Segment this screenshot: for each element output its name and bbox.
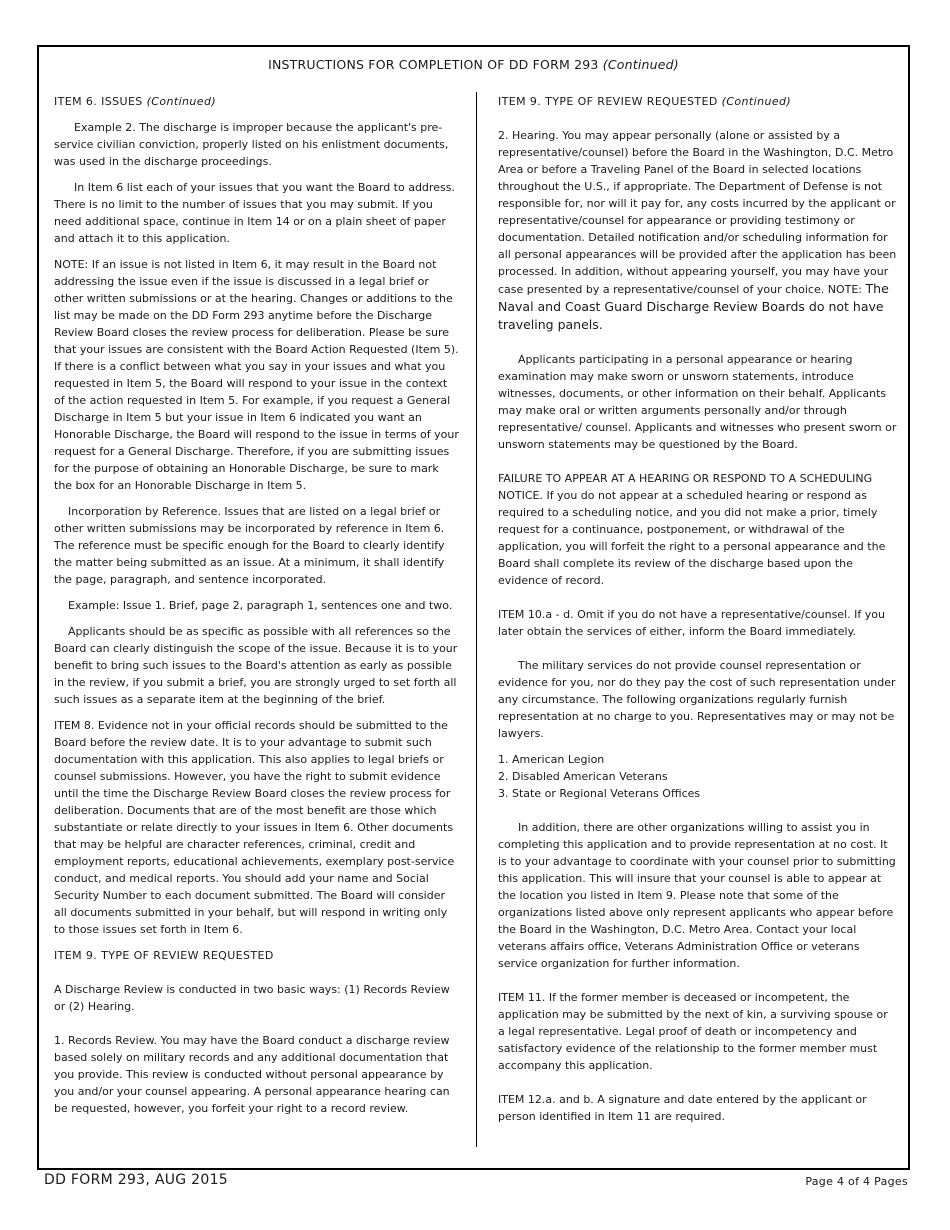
item6-heading	[54, 93, 460, 110]
form-identifier: DD FORM 293, AUG 2015	[44, 1172, 229, 1188]
form-page-frame	[37, 45, 910, 1170]
page-title-text: INSTRUCTIONS FOR COMPLETION OF DD FORM 293	[268, 57, 603, 72]
item12-paragraph: ITEM 12.a. and b. A signature and date entered by the applicant or person identified in Item 11 are required.	[498, 1093, 867, 1123]
page-title-continued: (Continued)	[602, 57, 679, 72]
list-item: 1. American Legion	[498, 753, 605, 766]
military-services-paragraph: The military services do not provide counsel representation or evidence for you, nor do they pay the cost of such representation under any circumstance. The following organizations regularly furnish representation at no charge to you. Representatives may or may not be lawyers.	[498, 659, 896, 740]
item8-paragraph: ITEM 8. Evidence not in your official records should be submitted to the Board before the review date. It is to your advantage to submit such documentation with this application. This also applies to legal briefs or counsel submissions. However, you have the right to submit evidence until the time the Discharge Review Board closes the review process for deliberation. Documents that are of the most benefit are those which substantiate or relate directly to your issues in Item 6. Other documents that may be helpful are character references, criminal, credit and employment reports, educational achievements, exemplary post-service conduct, and medical reports. You should add your name and Social Security Number to each document submitted. The Board will consider all documents submitted in your behalf, but will respond in writing only to those issues set forth in Item 6.	[54, 719, 455, 936]
item6-heading-text: ITEM 6. ISSUES	[54, 95, 147, 108]
item9-intro-paragraph: A Discharge Review is conducted in two basic ways: (1) Records Review or (2) Hearing.	[54, 983, 450, 1013]
item10-paragraph: ITEM 10.a - d. Omit if you do not have a representative/counsel. If you later obtain the services of either, inform the Board immediately.	[498, 608, 885, 638]
list-item: 2. Disabled American Veterans	[498, 770, 668, 783]
participants-paragraph: Applicants participating in a personal appearance or hearing examination may make sworn or unsworn statements, introduce witnesses, documents, or other information on their behalf. Applicants may make oral or written arguments personally and/or through representative/ counsel. Applicants and witnesses who present sworn or unsworn statements may be questioned by the Board.	[498, 353, 897, 451]
item9-continued-heading-italic: (Continued)	[721, 95, 792, 108]
list-item: 3. State or Regional Veterans Offices	[498, 787, 701, 800]
hearing-text: 2. Hearing. You may appear personally (alone or assisted by a representative/counsel) before the Board in the Washington, D.C. Metro Area or before a Traveling Panel of the Board in selected locations throughout the U.S., if appropriate. The Department of Defense is not responsible for, nor will it pay for, any costs incurred by the applicant or representative/counsel for appearance or providing testimony or documentation. Detailed notification and/or scheduling information for all personal appearances will be provided after the application has been processed. In addition, without appearing yourself, you may have your case presented by a representative/counsel of your choice. NOTE:	[498, 129, 897, 296]
column-divider	[476, 92, 477, 1147]
note-paragraph: NOTE: If an issue is not listed in Item 6, it may result in the Board not addressing the issue even if the issue is discussed in a legal brief or other written submissions or at the hearing. Changes or additions to the list may be made on the DD Form 293 anytime before the Discharge Review Board closes the review process for deliberation. Please be sure that your issues are consistent with the Board Action Requested (Item 5). If there is a conflict between what you say in your issues and what you requested in Item 5, the Board will respond to your issue in the context of the action requested in Item 5. For example, if you request a General Discharge in Item 5 but your issue in Item 6 indicated you want an Honorable Discharge, the Board will respond to the issue in terms of your request for a General Discharge. Therefore, if you are submitting issues for the purpose of obtaining an Honorable Discharge, be sure to mark the box for an Honorable Discharge in Item 5.	[54, 258, 459, 492]
failure-to-appear-paragraph: FAILURE TO APPEAR AT A HEARING OR RESPOND TO A SCHEDULING NOTICE. If you do not appear at a scheduled hearing or respond as required to a scheduling notice, and you did not make a prior, timely request for a continuance, postponement, or withdrawal of the application, you will forfeit the right to a personal appearance and the Board shall complete its review of the discharge based upon the evidence of record.	[498, 472, 886, 587]
list-issues-paragraph: In Item 6 list each of your issues that you want the Board to address. There is no limit to the number of issues that you may submit. If you need additional space, continue in Item 14 or on a plain sheet of paper and attach it to this application.	[54, 181, 455, 245]
page-title	[39, 57, 908, 72]
item9-heading: ITEM 9. TYPE OF REVIEW REQUESTED	[54, 949, 274, 962]
hearing-paragraph	[498, 127, 898, 334]
incorporation-paragraph: Incorporation by Reference. Issues that are listed on a legal brief or other written submissions may be incorporated by reference in Item 6. The reference must be specific enough for the Board to clearly identify the matter being submitted as an issue. At a minimum, it shall identify the page, paragraph, and sentence incorporated.	[54, 505, 445, 586]
additional-organizations-paragraph: In addition, there are other organizations willing to assist you in completing this application and to provide representation at no cost. It is to your advantage to coordinate with your counsel prior to submitting this application. This will insure that your counsel is able to appear at the location you listed in Item 9. Please note that some of the organizations listed above only represent applicants who appear before the Board in the Washington, D.C. Metro Area. Contact your local veterans affairs office, Veterans Administration Office or veterans service organization for further information.	[498, 821, 896, 970]
hearing-note-text: The Naval and Coast Guard Discharge Review Boards do not have traveling panels.	[498, 281, 889, 332]
left-column	[54, 93, 460, 1126]
specific-paragraph: Applicants should be as specific as possible with all references so the Board can clearly distinguish the scope of the issue. Because it is to your benefit to bring such issues to the Board's attention as early as possible in the review, if you submit a brief, you are strongly urged to set forth all such issues as a separate item at the beginning of the brief.	[54, 625, 458, 706]
records-review-paragraph: 1. Records Review. You may have the Board conduct a discharge review based solely on military records and any additional documentation that you provide. This review is conducted without personal appearance by you and/or your counsel appearing. A personal appearance hearing can be requested, however, you forfeit your right to a record review.	[54, 1034, 450, 1115]
item9-continued-heading	[498, 93, 898, 110]
item11-paragraph: ITEM 11. If the former member is deceased or incompetent, the application may be submitted by the next of kin, a surviving spouse or a legal representative. Legal proof of death or incompetency and satisfactory evidence of the relationship to the former member must accompany this application.	[498, 991, 888, 1072]
page-number: Page 4 of 4 Pages	[805, 1175, 908, 1188]
organizations-list	[498, 751, 898, 802]
example2-paragraph: Example 2. The discharge is improper because the applicant's pre-service civilian conviction, properly listed on his enlistment documents, was used in the discharge proceedings.	[54, 121, 449, 168]
right-column	[498, 93, 898, 1134]
item6-heading-continued: (Continued)	[146, 95, 217, 108]
example-issue-paragraph: Example: Issue 1. Brief, page 2, paragraph 1, sentences one and two.	[68, 599, 453, 612]
item9-continued-heading-text: ITEM 9. TYPE OF REVIEW REQUESTED	[498, 95, 722, 108]
